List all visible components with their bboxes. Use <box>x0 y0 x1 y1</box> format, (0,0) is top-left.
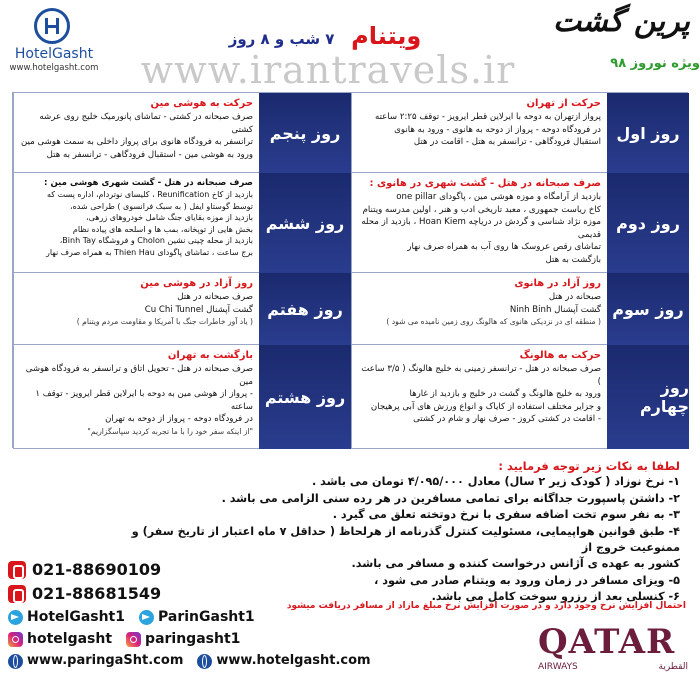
day-description <box>351 173 607 273</box>
website-link[interactable]: www.hotelgasht.com <box>216 653 371 668</box>
day-line: صرف صبحانه در کشتی - تماشای پانورمیک خلیج روی عرشه کشتی <box>39 112 253 135</box>
globe-icon <box>197 654 212 669</box>
day-heading: صرف صبحانه در هتل - گشت شهری هوشی مین : <box>44 178 253 188</box>
hotelgasht-logo <box>6 6 102 74</box>
telegram-row <box>8 606 290 628</box>
day-line: - پرواز از هوشی مین به دوحه با ایرلاین قطر ایرویز - توقف ۱ ساعته <box>35 389 253 412</box>
logo-name: HotelGasht <box>14 46 94 62</box>
note-item: ۲- داشتن پاسپورت جداگانه برای تمامی مسافرین در هر رده سنی الزامی می باشد . <box>221 491 680 505</box>
day-description <box>13 345 259 449</box>
day-line: استقبال فرودگاهی - ترانسفر به هتل - اقامت در هتل <box>413 137 601 147</box>
day-label: روز سوم <box>607 273 689 345</box>
qatar-airways-logo <box>538 622 688 692</box>
day-line: صرف صبحانه در هتل - تحویل اتاق و ترانسفر به فرودگاه هوشی مین <box>25 364 253 387</box>
day-description <box>13 273 259 345</box>
phone-row <box>8 582 290 606</box>
airline-name: QATAR <box>538 622 676 662</box>
note-item: ۳- به نفر سوم تخت اضافه سفری با نرخ دوتخته تعلق می گیرد . <box>332 508 680 522</box>
day-line: تماشای رقص عروسک ها روی آب به همراه صرف نهار <box>407 242 601 252</box>
note-item: ۴- طبق قوانین هواپیمایی، مسئولیت کنترل گذرنامه از هرلحاظ ( حداقل ۷ ماه اعتبار از تاریخ سفر) و ممنوعیت خروج از <box>131 524 680 555</box>
day-line: ورود به خلیج هالونگ و گشت در خلیج و بازدید از غارها <box>409 389 601 399</box>
tour-title <box>220 22 430 50</box>
day-heading: حرکت به هوشی مین <box>150 98 253 109</box>
day-line: ( منطقه ای در نزدیکی هانوی که هالونگ روی زمین نامیده می شود ) <box>386 317 601 326</box>
day-heading: بازگشت به تهران <box>167 350 253 361</box>
day-line: صرف صبحانه در هتل - ترانسفر زمینی به خلیج هالونگ ( ۳/۵ ساعت ) <box>361 364 601 387</box>
tour-nights: ۷ شب و ۸ روز <box>228 30 335 48</box>
itinerary-table <box>12 92 688 448</box>
brand-title: پرین گشت <box>552 4 690 39</box>
logo-url: www.hotelgasht.com <box>9 63 99 73</box>
website-row <box>8 650 371 672</box>
telegram-handle[interactable]: ParinGasht1 <box>158 609 255 625</box>
day-description <box>351 273 607 345</box>
note-item: کشور به عهده ی آژانس درخواست کننده و مسافر می باشد. <box>351 557 680 571</box>
day-description <box>351 93 607 173</box>
globe-icon <box>8 654 23 669</box>
price-warning: احتمال افزایش نرخ وجود دارد و در صورت افزایش نرخ مبلغ مازاد از مسافر دریافت میشود <box>286 601 686 611</box>
day-label: روز دوم <box>607 173 689 273</box>
contacts-block <box>8 558 371 672</box>
website-link[interactable]: www.paringaSht.com <box>27 653 184 668</box>
day-line: و جزایر مختلف استفاده از کایاک و انواع ورزش های آبی پرهیجان <box>370 401 601 412</box>
day-line: بازدید از محله چینی نشین Cholon و فروشگاه Binh Tay، <box>59 236 253 246</box>
phone-number[interactable]: 021-88681549 <box>32 584 162 603</box>
day-line: توسط گوستاو ایفل ( به سبک فرانسوی ) طراحی شده، <box>69 201 253 211</box>
day-heading: روز آزاد در هانوی <box>514 278 601 289</box>
phone-icon <box>8 561 26 579</box>
day-line: کاخ ریاست جمهوری ، معبد تاریخی ادب و هنر ، اولین مدرسه ویتنام <box>362 204 601 215</box>
day-line: در فرودگاه دوحه - پرواز از دوحه به تهران <box>105 414 253 424</box>
brand-block <box>553 4 690 39</box>
day-heading: حرکت از تهران <box>526 98 601 109</box>
day-line: پرواز ازتهران به دوحه با ایرلاین قطر ایرویز - توقف ۲:۲۵ ساعته <box>374 112 601 122</box>
phone-row <box>8 558 290 582</box>
telegram-icon <box>139 610 154 625</box>
notes-title: لطفا به نکات زیر توجه فرمایید : <box>498 459 680 473</box>
airline-sub-ar: القطرية <box>658 662 688 672</box>
day-line: گشت آپشنال Ninh Binh <box>509 304 601 315</box>
day-label: روز هشتم <box>259 345 351 449</box>
note-item: ۵- ویزای مسافر در زمان ورود به ویتنام صادر می شود ، <box>374 573 680 587</box>
day-line: بخش هایی از توپخانه، بمب ها و اسلحه های پیاده نظام <box>72 224 253 234</box>
instagram-icon <box>8 632 23 647</box>
instagram-icon <box>126 632 141 647</box>
airline-subtitle <box>538 662 688 672</box>
phone-icon <box>8 585 26 603</box>
day-label: روز چهارم <box>607 345 689 449</box>
day-label: روز ششم <box>259 173 351 273</box>
day-note: "از اینکه سفر خود را با ما تجربه کردید سپاسگزاریم" <box>87 426 253 436</box>
day-heading: حرکت به هالونگ <box>519 350 601 361</box>
airline-sub-en: AIRWAYS <box>538 662 578 672</box>
instagram-handle[interactable]: hotelgasht <box>27 631 113 647</box>
day-line: برج ساعت ، تماشای پاگودای Thien Hau به همراه صرف نهار <box>46 247 253 257</box>
instagram-row <box>8 628 290 650</box>
day-line: گشت آپشنال Cu Chi Tunnel <box>144 304 253 315</box>
day-line: موزه نژاد شناسی و گردش در دریاچه Hoan Kiem ، بازدید از محله قدیمی <box>361 217 601 240</box>
day-line: - اقامت در کشتی کروز - صرف نهار و شام در کشتی <box>413 414 601 424</box>
telegram-icon <box>8 610 23 625</box>
day-line: ( یاد آور خاطرات جنگ با آمریکا و مقاومت مردم ویتنام ) <box>76 317 253 326</box>
day-line: ترانسفر به فرودگاه هانوی برای پرواز داخلی به سمت هوشی مین <box>20 137 253 147</box>
day-line: بازدید از موزه بقایای جنگ شامل خودروهای زرهی، <box>86 213 253 223</box>
day-line: بازگشت به هتل <box>545 254 601 265</box>
brand-subtitle: ویژه نوروز ۹۸ <box>610 56 700 71</box>
phone-number[interactable]: 021-88690109 <box>32 560 162 579</box>
note-item: ۶- کنسلی بعد از رزرو سوخت کامل می باشد. <box>431 590 680 604</box>
day-line: بازدید از آرامگاه و موزه هوشی مین ، پاگودای one pillar <box>396 192 601 202</box>
note-item: ۱- نرخ نوزاد ( کودک زیر ۲ سال) معادل ۴/۰۹۵/۰۰۰ تومان می باشد . <box>311 475 680 489</box>
telegram-handle[interactable]: HotelGasht1 <box>27 609 125 625</box>
day-line: ورود به هوشی مین - استقبال فرودگاهی - ترانسفر به هتل <box>46 149 253 160</box>
day-line: صبحانه در هتل <box>548 292 601 302</box>
day-line: در فرودگاه دوحه - پرواز از دوحه به هانوی - ورود به هانوی <box>394 124 601 135</box>
day-line: صرف صبحانه در هتل <box>177 292 253 302</box>
hotel-icon <box>34 8 70 44</box>
day-heading: روز آزاد در هوشی مین <box>140 278 253 289</box>
day-label: روز پنجم <box>259 93 351 173</box>
day-label: روز هفتم <box>259 273 351 345</box>
watermark: www.irantravels.ir <box>140 48 516 92</box>
day-description <box>351 345 607 449</box>
day-heading: صرف صبحانه در هتل - گشت شهری در هانوی : <box>369 178 601 189</box>
day-description <box>13 173 259 273</box>
day-label: روز اول <box>607 93 689 173</box>
day-line: بازدید از کاخ Reunification ، کلیسای نوتردام، اداره پست که <box>46 190 253 199</box>
instagram-handle[interactable]: paringasht1 <box>145 631 241 647</box>
tour-country: ویتنام <box>351 22 422 50</box>
day-description <box>13 93 259 173</box>
